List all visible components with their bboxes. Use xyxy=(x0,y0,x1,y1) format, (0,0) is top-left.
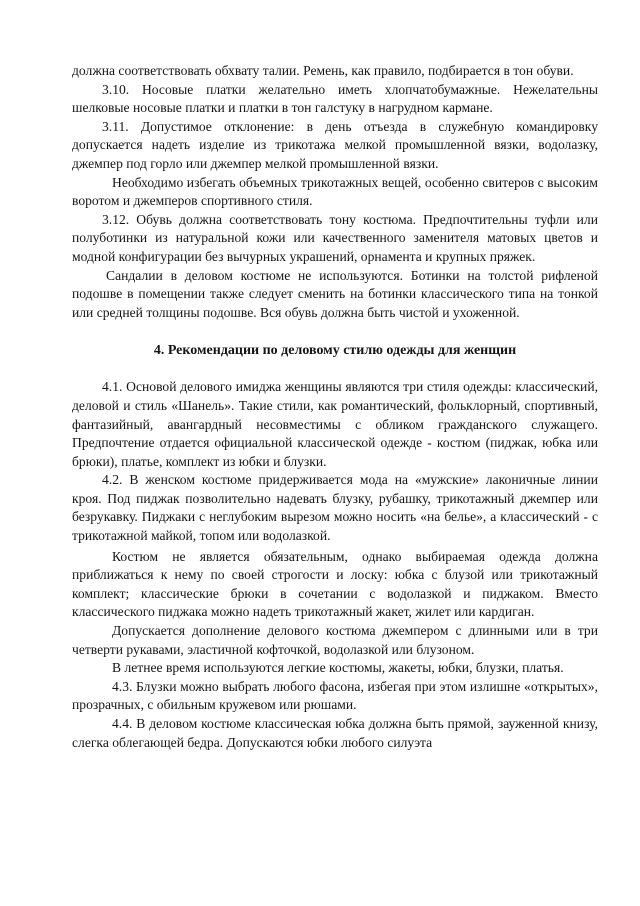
paragraph-suit-not-mandatory: Костюм не является обязательным, однако выбираемая одежда должна приближаться к нему по своей строгости и лоску: юбка с блузой или трикотажный комплект; классические брюки в сочетании с водолазкой и пиджаком. Вместо классического пиджака можно надеть трикотажный жакет, жилет или кардиган. xyxy=(72,548,598,620)
section-heading-4: 4. Рекомендации по деловому стилю одежды для женщин xyxy=(153,343,517,359)
paragraph-sandals: Сандалии в деловом костюме не используются. Ботинки на толстой рифленой подошве в помещении также следует сменить на ботинки классического типа на тонкой или средней толщины подошве. Вся обувь должна быть чистой и ухоженной. xyxy=(72,267,598,320)
paragraph-4-4-skirts: 4.4. В деловом костюме классическая юбка должна быть прямой, зауженной книзу, слегка облегающей бедра. Допускаются юбки любого силуэта xyxy=(72,716,598,750)
paragraph-4-1-business-image: 4.1. Основой делового имиджа женщины являются три стиля одежды: классический, деловой и стиль «Шанель». Такие стили, как романтический, фольклорный, спортивный, фантазийный, авангардный несовместимы с обликом гражданского служащего. Предпочтение отдается официальной классической одежде - костюм (пиджак, юбка или брюки), платье, комплект из юбки и блузки. xyxy=(72,379,598,469)
paragraph-summer-clothes: В летнее время используются легкие костюмы, жакеты, юбки, блузки, платья. xyxy=(112,660,564,676)
paragraph-3-10-handkerchiefs: 3.10. Носовые платки желательно иметь хлопчатобумажные. Нежелательны шелковые носовые платки и платки в тон галстуку в нагрудном кармане. xyxy=(72,81,598,116)
paragraph-belt-continuation: должна соответствовать обхвату талии. Ремень, как правило, подбирается в тон обуви. xyxy=(72,63,574,78)
paragraph-3-11-allowed-deviation: 3.11. Допустимое отклонение: в день отъезда в служебную командировку допускается надеть изделие из трикотажа мелкой промышленной вязки, водолазку, джемпер под горло или джемпер мелкой промышленной вязки. xyxy=(72,118,598,171)
paragraph-avoid-bulky-knitwear: Необходимо избегать объемных трикотажных вещей, особенно свитеров с высоким воротом и джемперов спортивного стиля. xyxy=(72,174,598,209)
paragraph-4-2-womens-suit: 4.2. В женском костюме придерживается мода на «мужские» лаконичные линии кроя. Под пиджак позволительно надевать блузку, рубашку, трикотажный джемпер или безрукавку. Пиджаки с неглубоким вырезом можно носить «на белье», а классический - с трикотажной майкой, топом или водолазкой. xyxy=(72,472,598,544)
paragraph-4-3-blouses: 4.3. Блузки можно выбрать любого фасона, избегая при этом излишне «открытых», прозрачных, с обильным кружевом или рюшами. xyxy=(72,678,598,713)
paragraph-jumper-addition: Допускается дополнение делового костюма джемпером с длинными или в три четверти рукавами, эластичной кофточкой, водолазкой или блузоном. xyxy=(72,623,598,657)
paragraph-3-12-shoes: 3.12. Обувь должна соответствовать тону костюма. Предпочтительны туфли или полуботинки из натуральной кожи или качественного заменителя матовых цветов и модной конфигурации без вычурных украшений, орнамента и крупных пряжек. xyxy=(72,211,598,264)
